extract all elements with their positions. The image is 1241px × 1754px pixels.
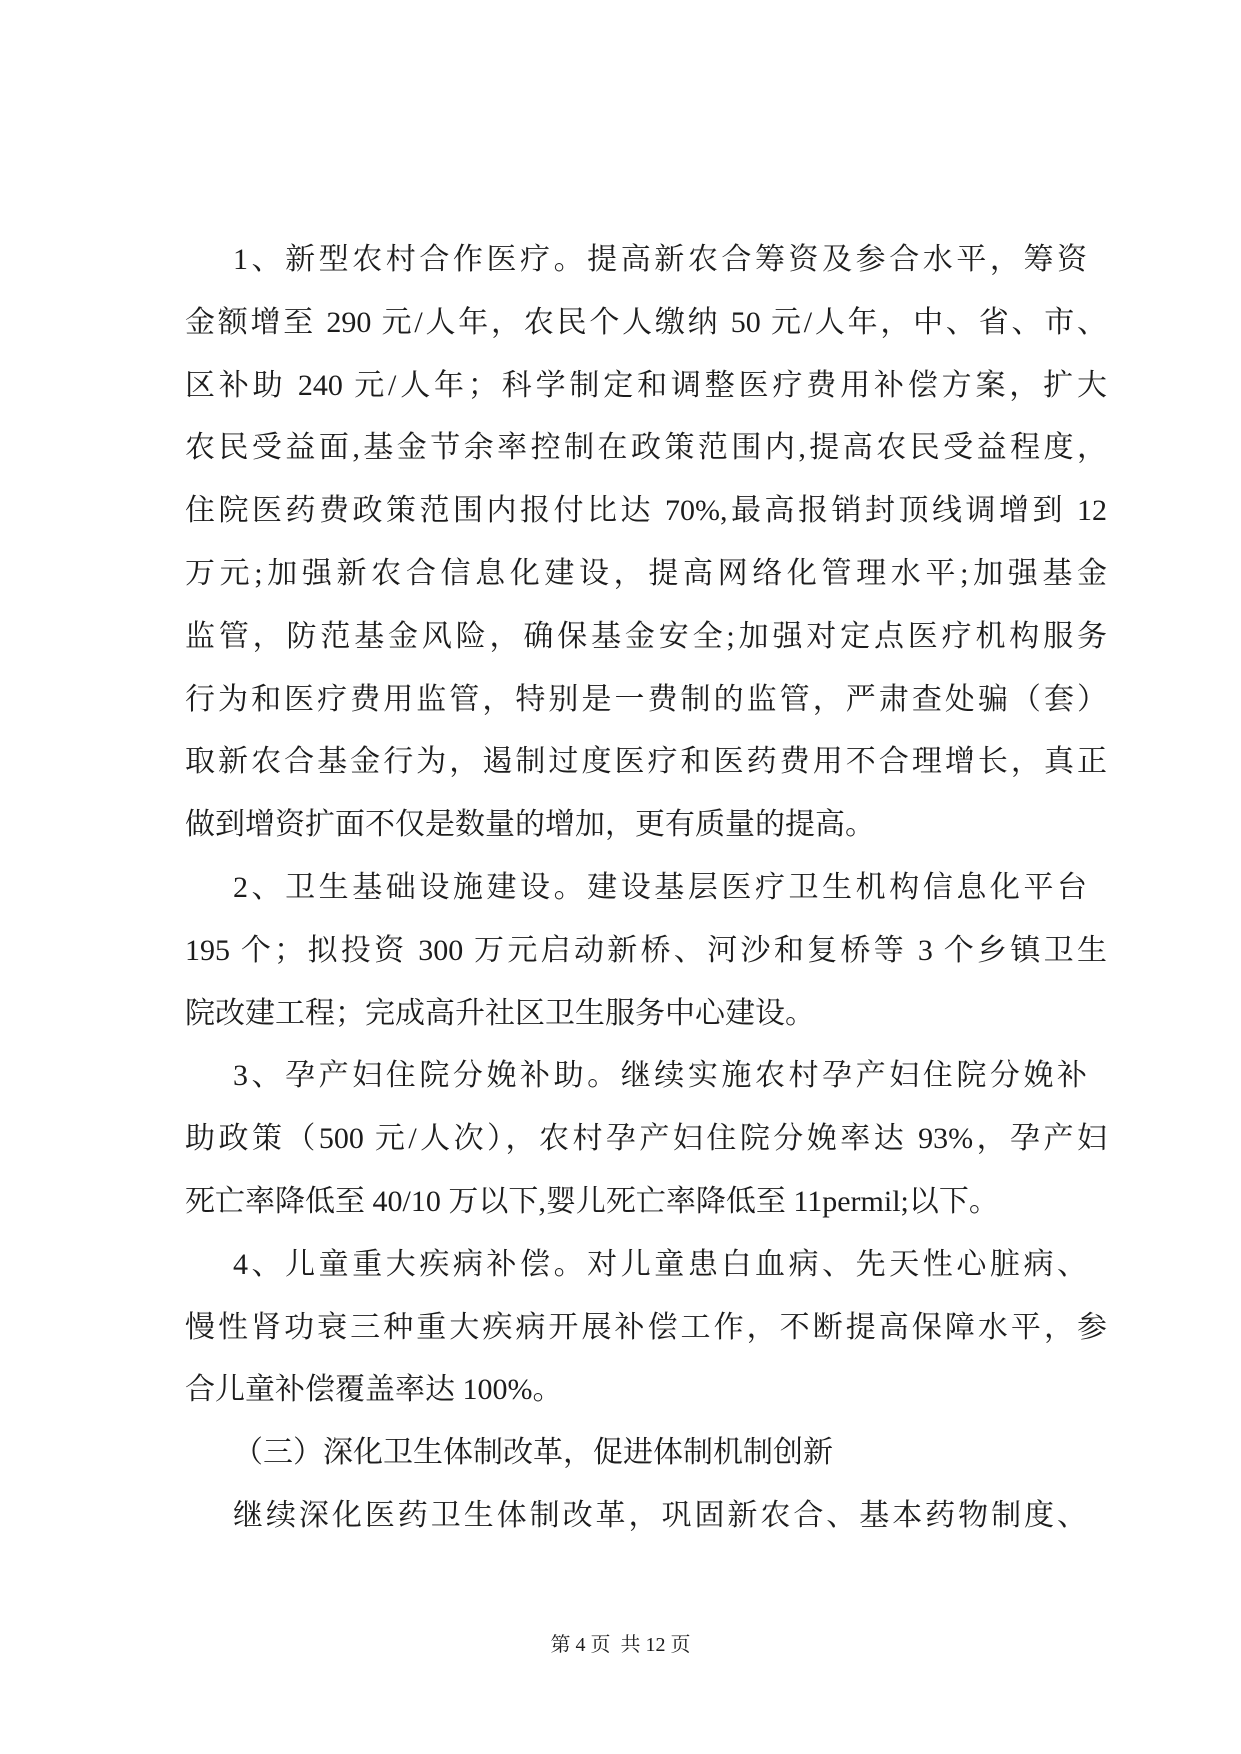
paragraph-1-line: 监管，防范基金风险，确保基金安全;加强对定点医疗机构服务 xyxy=(185,619,1107,653)
paragraph-3-line: 助政策（500 元/人次），农村孕产妇住院分娩率达 93%，孕产妇 xyxy=(185,1122,1107,1156)
paragraph-2-line: 2、卫生基础设施建设。建设基层医疗卫生机构信息化平台 xyxy=(233,870,1087,904)
paragraph-1-line: 金额增至 290 元/人年，农民个人缴纳 50 元/人年，中、省、市、 xyxy=(185,305,1107,339)
paragraph-2-line: 195 个；拟投资 300 万元启动新桥、河沙和复桥等 3 个乡镇卫生 xyxy=(185,933,1107,967)
section-heading: （三）深化卫生体制改革，促进体制机制创新 xyxy=(233,1436,833,1470)
paragraph-1-line: 万元;加强新农合信息化建设，提高网络化管理水平;加强基金 xyxy=(185,556,1107,590)
paragraph-1-line: 行为和医疗费用监管，特别是一费制的监管，严肃查处骗（套） xyxy=(185,682,1107,716)
paragraph-4-line: 合儿童补偿覆盖率达 100%。 xyxy=(185,1373,563,1407)
paragraph-3-line: 3、孕产妇住院分娩补助。继续实施农村孕产妇住院分娩补 xyxy=(233,1059,1087,1093)
paragraph-1-line: 农民受益面,基金节余率控制在政策范围内,提高农民受益程度， xyxy=(185,431,1107,465)
paragraph-2-line: 院改建工程；完成高升社区卫生服务中心建设。 xyxy=(185,996,815,1030)
paragraph-4-line: 慢性肾功衰三种重大疾病开展补偿工作，不断提高保障水平，参 xyxy=(185,1310,1107,1344)
page-number-footer: 第 4 页 共 12 页 xyxy=(550,1634,691,1656)
paragraph-1-line: 做到增资扩面不仅是数量的增加，更有质量的提高。 xyxy=(185,808,875,842)
paragraph-3-line: 死亡率降低至 40/10 万以下,婴儿死亡率降低至 11permil;以下。 xyxy=(185,1184,999,1218)
document-body xyxy=(185,229,1107,1548)
paragraph-1-line: 区补助 240 元/人年；科学制定和调整医疗费用补偿方案，扩大 xyxy=(185,368,1107,402)
paragraph-4-line: 4、儿童重大疾病补偿。对儿童患白血病、先天性心脏病、 xyxy=(233,1247,1087,1281)
paragraph-1-line: 住院医药费政策范围内报付比达 70%,最高报销封顶线调增到 12 xyxy=(185,494,1107,528)
paragraph-6-line: 继续深化医药卫生体制改革，巩固新农合、基本药物制度、 xyxy=(233,1498,1087,1532)
paragraph-1-line: 取新农合基金行为，遏制过度医疗和医药费用不合理增长，真正 xyxy=(185,745,1107,779)
paragraph-1-line: 1、新型农村合作医疗。提高新农合筹资及参合水平，筹资 xyxy=(233,243,1087,276)
